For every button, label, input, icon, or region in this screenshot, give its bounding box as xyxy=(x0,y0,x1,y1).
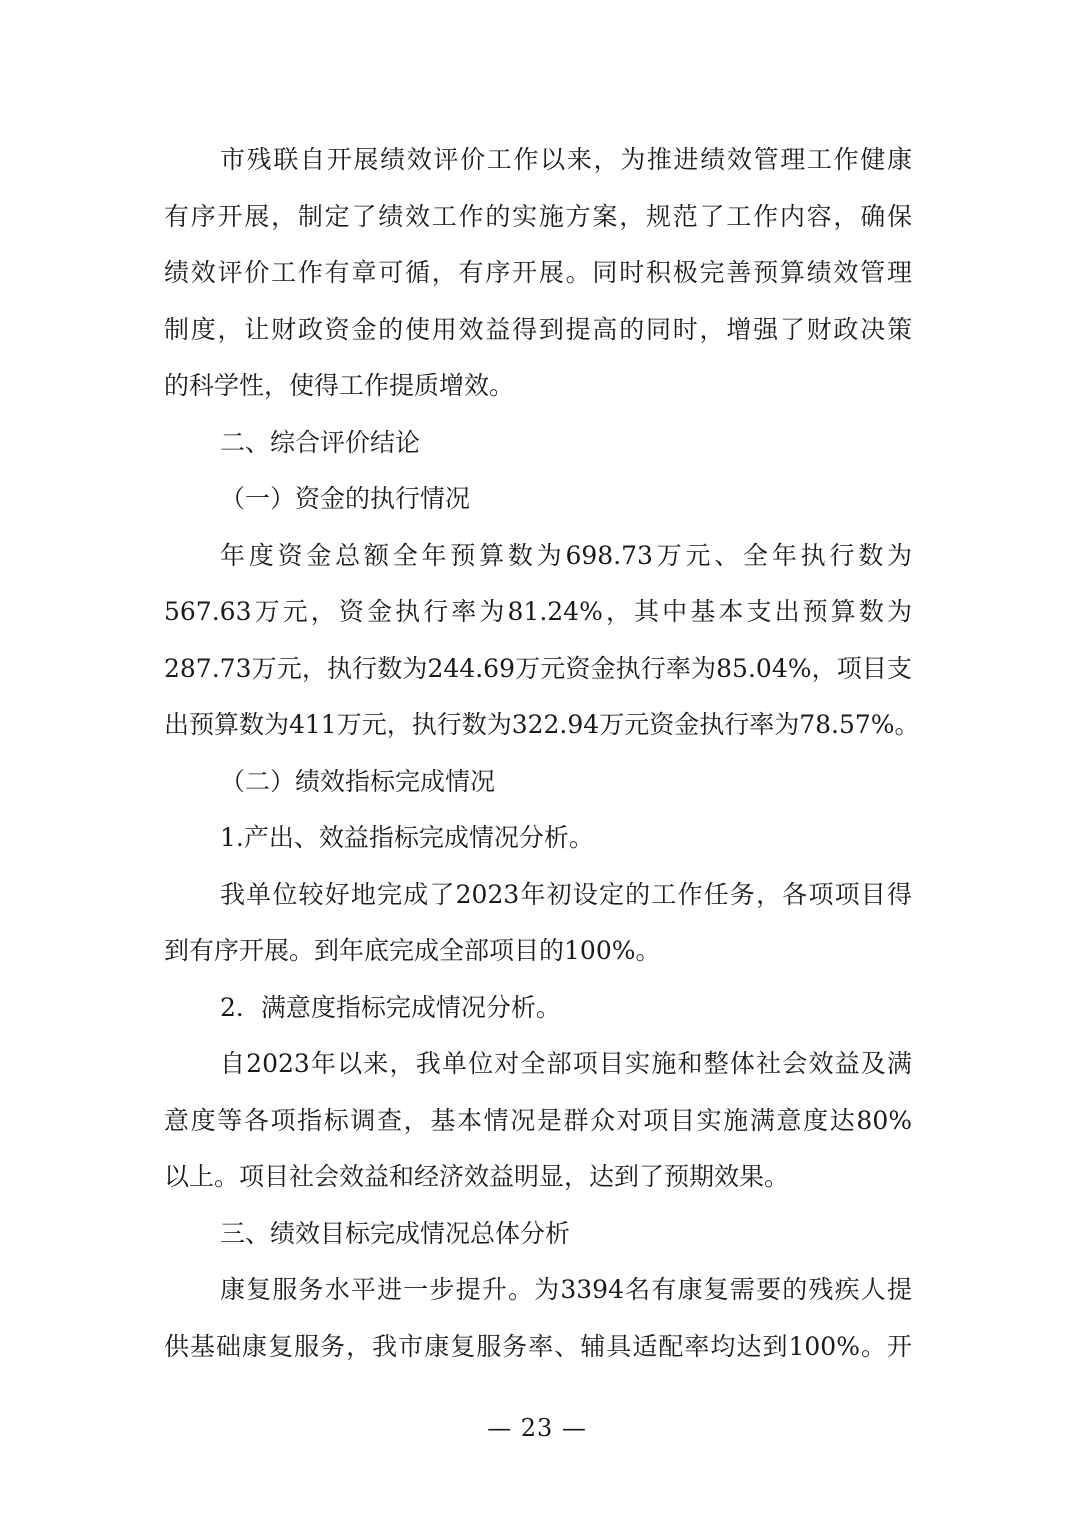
paragraph-line: 意度等各项指标调查，基本情况是群众对项目实施满意度达80% xyxy=(164,1105,912,1135)
page-number: — 23 — xyxy=(487,1414,587,1442)
paragraph-line: 供基础康复服务，我市康复服务率、辅具适配率均达到100%。开 xyxy=(164,1331,912,1361)
paragraph-line: 康复服务水平进一步提升。为3394名有康复需要的残疾人提 xyxy=(220,1275,912,1304)
paragraph-line: 年度资金总额全年预算数为698.73万元、全年执行数为 xyxy=(220,540,912,570)
list-item-output-benefit: 1.产出、效益指标完成情况分析。 xyxy=(220,823,594,852)
paragraph-line: 市残联自开展绩效评价工作以来，为推进绩效管理工作健康 xyxy=(220,145,912,174)
paragraph-line: 567.63万元，资金执行率为81.24%，其中基本支出预算数为 xyxy=(164,597,912,626)
paragraph-line: 287.73万元，执行数为244.69万元资金执行率为85.04%，项目支 xyxy=(164,653,912,683)
paragraph-line: 出预算数为411万元，执行数为322.94万元资金执行率为78.57%。 xyxy=(164,710,920,739)
section-heading-2: 二、综合评价结论 xyxy=(220,427,421,457)
subsection-heading-indicators: （二）绩效指标完成情况 xyxy=(220,766,496,796)
paragraph-line: 以上。项目社会效益和经济效益明显，达到了预期效果。 xyxy=(164,1162,790,1191)
page-body xyxy=(164,132,920,1375)
paragraph-line: 有序开展，制定了绩效工作的实施方案，规范了工作内容，确保 xyxy=(164,201,912,231)
paragraph-line: 制度，让财政资金的使用效益得到提高的同时，增强了财政决策 xyxy=(164,314,912,344)
subsection-heading-fund-execution: （一）资金的执行情况 xyxy=(220,484,471,513)
paragraph-line: 绩效评价工作有章可循，有序开展。同时积极完善预算绩效管理 xyxy=(164,258,912,287)
list-item-satisfaction: 2．满意度指标完成情况分析。 xyxy=(220,992,561,1022)
paragraph-line: 到有序开展。到年底完成全部项目的100%。 xyxy=(164,936,661,965)
section-heading-3: 三、绩效目标完成情况总体分析 xyxy=(220,1218,571,1248)
paragraph-line: 自2023年以来，我单位对全部项目实施和整体社会效益及满 xyxy=(220,1049,912,1078)
paragraph-line: 的科学性，使得工作提质增效。 xyxy=(164,371,515,400)
paragraph-line: 我单位较好地完成了2023年初设定的工作任务，各项项目得 xyxy=(220,879,912,909)
